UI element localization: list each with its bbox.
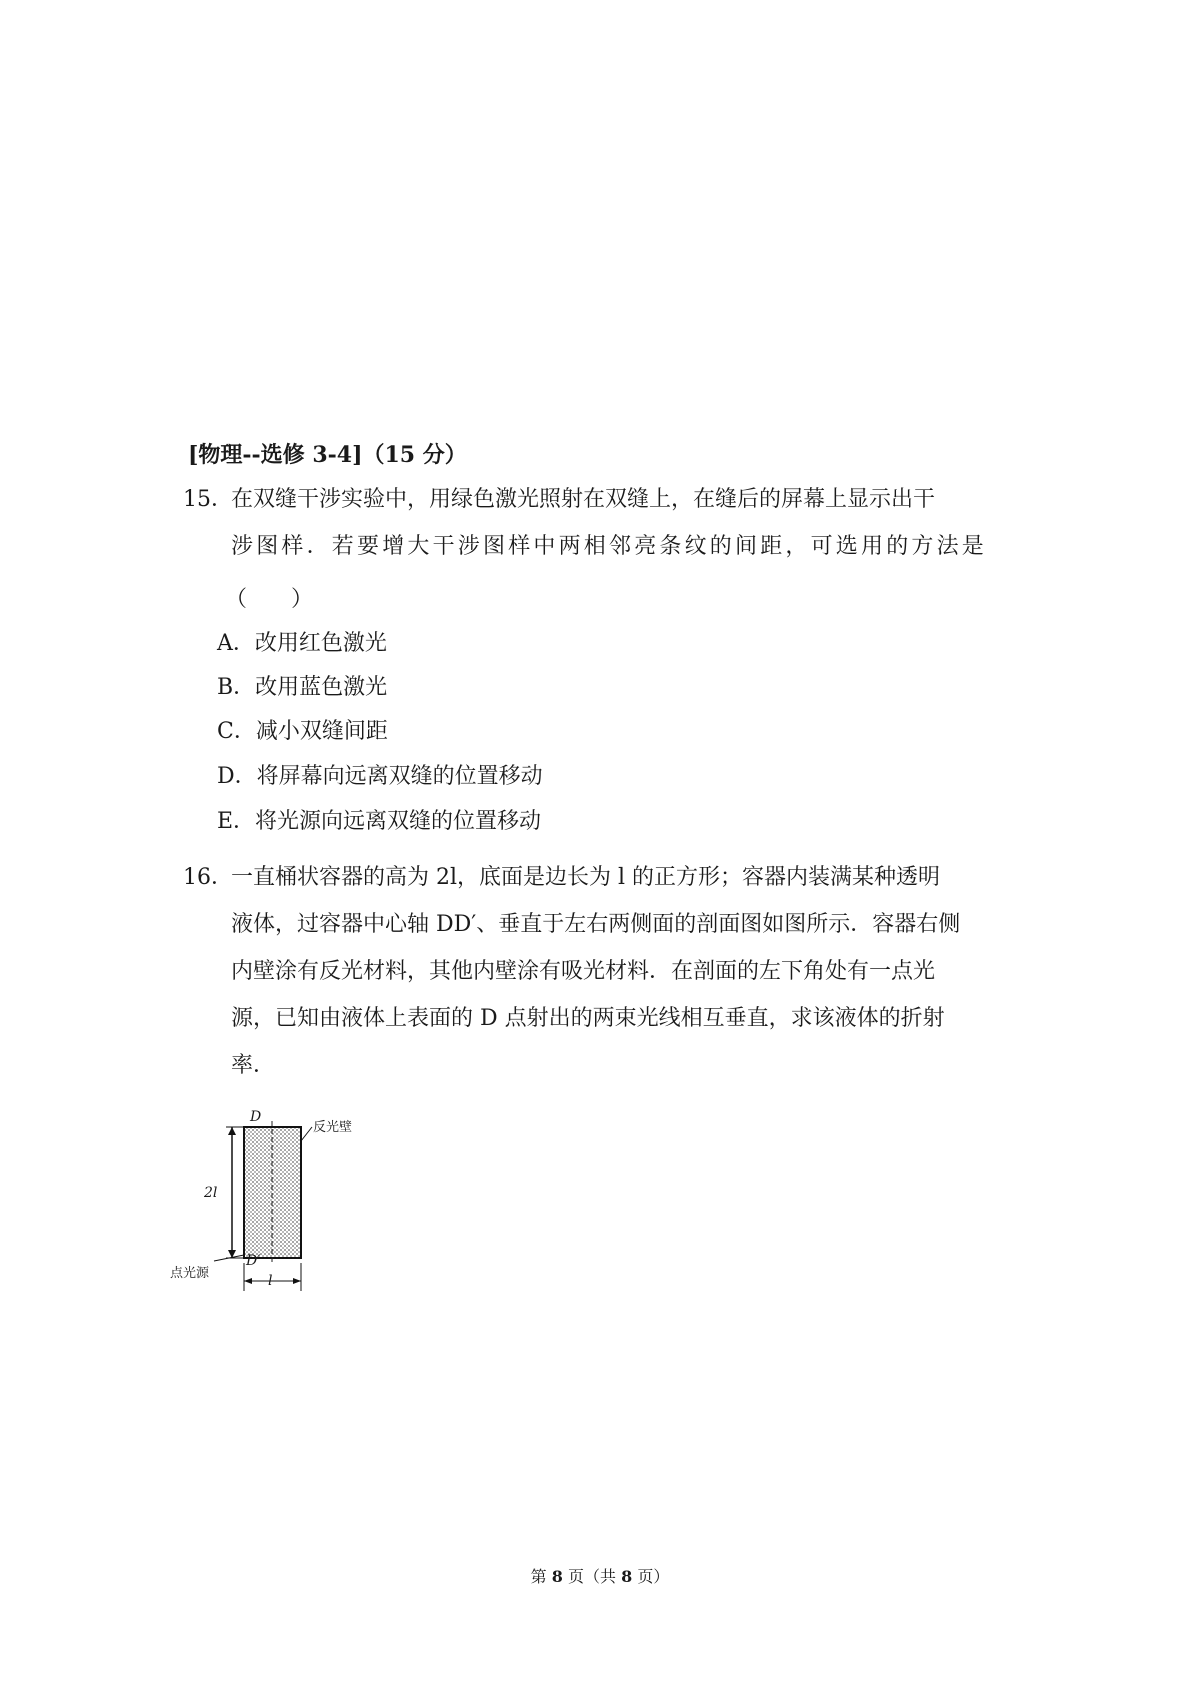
question-16-line-4: 源，已知由液体上表面的 D 点射出的两束光线相互垂直，求该液体的折射 [231, 1006, 945, 1031]
label-reflective-wall: 反光壁 [313, 1120, 353, 1135]
question-16-text [231, 854, 1041, 1089]
option-a: A．改用红色激光 [217, 631, 387, 656]
question-16-line-5: 率． [231, 1053, 276, 1078]
option-e: E．将光源向远离双缝的位置移动 [217, 809, 542, 834]
question-15-number: 15． [183, 487, 233, 512]
question-16-line-1: 一直桶状容器的高为 2l，底面是边长为 l 的正方形；容器内装满某种透明 [231, 865, 941, 890]
label-point-source: 点光源 [170, 1266, 210, 1281]
footer-suffix: 页） [637, 1567, 670, 1586]
footer-total-pages: 8 [621, 1567, 633, 1586]
container-cross-section-figure [170, 1109, 376, 1303]
wall-leader [301, 1127, 312, 1141]
page-footer [0, 1564, 1200, 1587]
option-d: D．将屏幕向远离双缝的位置移动 [217, 764, 543, 789]
question-15-line-1: 在双缝干涉实验中，用绿色激光照射在双缝上，在缝后的屏幕上显示出干 [231, 487, 936, 512]
question-16-line-2: 液体，过容器中心轴 DD′、垂直于左右两侧面的剖面图如图所示．容器右侧 [231, 912, 961, 937]
footer-prefix: 第 [530, 1567, 547, 1586]
question-15-line-2: 涉图样．若要增大干涉图样中两相邻亮条纹的间距，可选用的方法是 [231, 534, 988, 559]
option-c: C．减小双缝间距 [217, 719, 388, 744]
question-16-line-3: 内壁涂有反光材料，其他内壁涂有吸光材料．在剖面的左下角处有一点光 [231, 959, 936, 984]
label-d: D [250, 1109, 262, 1125]
label-d-prime: D′ [246, 1253, 261, 1269]
question-15-text [231, 476, 1041, 570]
section-title: [物理--选修 3-4]（15 分） [188, 442, 467, 468]
footer-page-number: 8 [551, 1567, 563, 1586]
answer-blank: （ ） [225, 587, 314, 612]
label-width: l [268, 1273, 273, 1289]
label-height: 2l [204, 1185, 218, 1201]
option-b: B．改用蓝色激光 [217, 675, 388, 700]
question-16-number: 16． [183, 865, 233, 890]
footer-middle: 页（共 [567, 1567, 616, 1586]
